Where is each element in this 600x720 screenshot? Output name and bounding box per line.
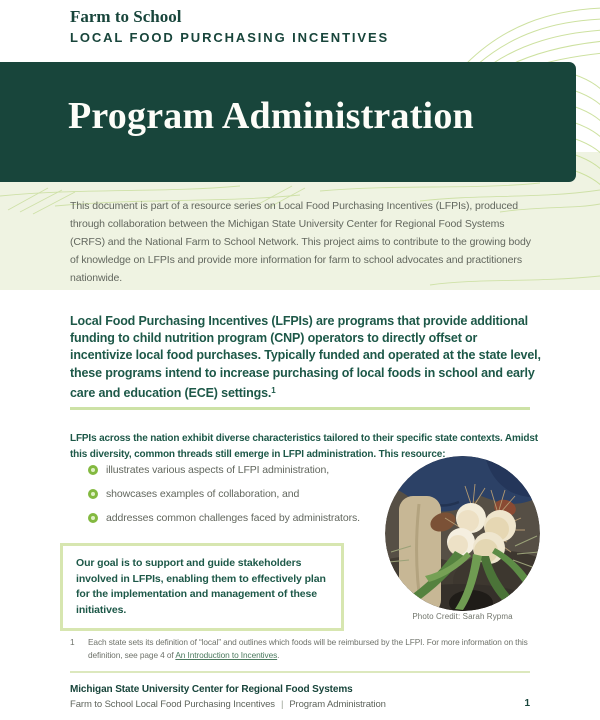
- bullet-text: showcases examples of collaboration, and: [106, 488, 300, 500]
- resource-intro: LFPIs across the nation exhibit diverse characteristics tailored to their specific state contexts. Amidst this diversity, common threads still emerge in LFPI administration. This resource:: [70, 433, 538, 460]
- page-title: Program Administration: [68, 95, 474, 137]
- bullet-ring-icon: [88, 465, 98, 475]
- page-number: 1: [524, 698, 530, 709]
- incentives-intro-link[interactable]: An Introduction to Incentives: [175, 649, 278, 660]
- footnote-suffix: .: [277, 649, 280, 660]
- title-banner: [0, 62, 576, 182]
- bullet-text: illustrates various aspects of LFPI administration,: [106, 464, 330, 476]
- footnote: [70, 636, 532, 661]
- bullet-text: addresses common challenges faced by administrators.: [106, 512, 360, 524]
- footnote-body: Each state sets its definition of “local” and outlines which foods will be reimbursed by the LFPI. For more information on this definition, see page 4 of: [88, 637, 528, 660]
- harvest-photo: [385, 456, 540, 611]
- list-item: [88, 464, 360, 477]
- bullet-ring-icon: [88, 513, 98, 523]
- lead-text: Local Food Purchasing Incentives (LFPIs) are programs that provide additional funding to child nutrition program (CNP) operators to directly offset or incentivize local food purchases. Typically funded and operated at the state level, these programs intend to increase purchasing of local foods in school and early care and education (ECE) settings.: [70, 314, 541, 400]
- section-divider: [70, 407, 530, 410]
- footer-separator: |: [280, 699, 284, 710]
- footer-section: Program Administration: [289, 699, 386, 710]
- footnote-text: [88, 636, 532, 661]
- footnote-number: 1: [70, 637, 75, 647]
- goal-callout-text: Our goal is to support and guide stakeholders involved in LFPIs, enabling them to effectively plan for the implementation and management of these initiatives.: [76, 557, 326, 616]
- bullet-ring-icon: [88, 489, 98, 499]
- footer-organization: Michigan State University Center for Regional Food Systems: [70, 684, 353, 695]
- goal-callout-box: [60, 543, 344, 631]
- resource-bullet-list: [88, 464, 360, 536]
- series-subtitle: LOCAL FOOD PURCHASING INCENTIVES: [70, 30, 390, 45]
- series-description: This document is part of a resource series on Local Food Purchasing Incentives (LFPIs), produced through collaboration between the Michigan State University Center for Regional Food Systems (CRFS) and the National Farm to School Network. This project aims to contribute to the growing body of knowledge on LFPIs and provide more information for farm to school advocates and practitioners nationwide.: [70, 200, 531, 284]
- harvest-photo-graphic: [385, 456, 540, 611]
- lead-paragraph: [70, 313, 542, 402]
- footer-divider: [70, 671, 530, 673]
- series-title: Farm to School: [70, 7, 182, 26]
- list-item: [88, 488, 360, 501]
- list-item: [88, 512, 360, 525]
- footnote-reference: 1: [271, 385, 276, 395]
- footer-document-title: Farm to School Local Food Purchasing Incentives: [70, 699, 275, 710]
- photo-credit: Photo Credit: Sarah Rypma: [412, 612, 513, 621]
